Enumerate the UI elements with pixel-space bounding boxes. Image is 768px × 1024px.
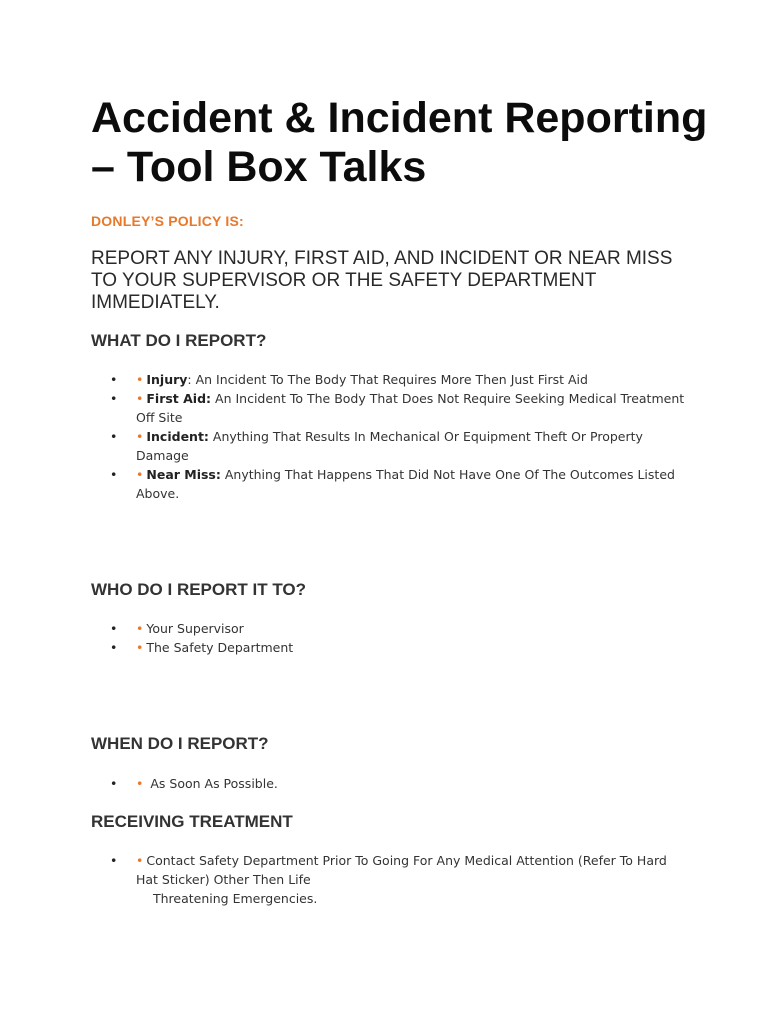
orange-bullet-icon: • xyxy=(136,429,144,444)
item-term: Injury xyxy=(146,372,188,387)
when-heading: WHEN DO I REPORT? xyxy=(91,734,269,753)
item-text: The Safety Department xyxy=(146,640,294,655)
list-item xyxy=(110,638,690,657)
treatment-list xyxy=(110,851,690,908)
item-text: Anything That Happens That Did Not Have One Of The Outcomes Listed Above. xyxy=(136,467,675,501)
item-text: Anything That Results In Mechanical Or Equipment Theft Or Property Damage xyxy=(136,429,643,463)
orange-bullet-icon: • xyxy=(136,640,144,655)
list-item xyxy=(110,851,690,908)
who-heading: WHO DO I REPORT IT TO? xyxy=(91,580,307,599)
list-item xyxy=(110,427,690,465)
list-item xyxy=(110,389,690,427)
orange-bullet-icon: • xyxy=(136,853,144,868)
bullet-icon: • xyxy=(110,621,118,636)
bullet-icon: • xyxy=(110,776,118,791)
page-title: Accident & Incident Reporting – Tool Box Talks xyxy=(91,94,708,191)
item-text: An Incident To The Body That Does Not Require Seeking Medical Treatment Off Site xyxy=(136,391,685,425)
list-item xyxy=(110,619,690,638)
item-term: First Aid: xyxy=(146,391,212,406)
who-list xyxy=(110,619,690,657)
what-list xyxy=(110,370,690,503)
bullet-icon: • xyxy=(110,391,118,406)
treatment-heading: RECEIVING TREATMENT xyxy=(91,812,293,831)
policy-statement: REPORT ANY INJURY, FIRST AID, AND INCIDENT OR NEAR MISS TO YOUR SUPERVISOR OR THE SAFETY DEPARTMENT IMMEDIATELY. xyxy=(91,248,673,313)
when-list xyxy=(110,774,690,793)
item-term: Incident: xyxy=(146,429,209,444)
orange-bullet-icon: • xyxy=(136,391,144,406)
what-heading: WHAT DO I REPORT? xyxy=(91,331,267,350)
item-continuation: Threatening Emergencies. xyxy=(153,891,318,906)
list-item xyxy=(110,465,690,503)
bullet-icon: • xyxy=(110,372,118,387)
policy-label: DONLEY’S POLICY IS: xyxy=(91,213,244,229)
item-separator: : xyxy=(187,372,196,387)
orange-bullet-icon: • xyxy=(136,776,144,791)
item-text: As Soon As Possible. xyxy=(150,776,278,791)
item-text: An Incident To The Body That Requires More Then Just First Aid xyxy=(195,372,588,387)
list-item xyxy=(110,774,690,793)
bullet-icon: • xyxy=(110,467,118,482)
bullet-icon: • xyxy=(110,640,118,655)
orange-bullet-icon: • xyxy=(136,372,144,387)
item-text: Your Supervisor xyxy=(146,621,244,636)
item-term: Near Miss: xyxy=(146,467,221,482)
bullet-icon: • xyxy=(110,853,118,868)
list-item xyxy=(110,370,690,389)
bullet-icon: • xyxy=(110,429,118,444)
item-text: Contact Safety Department Prior To Going For Any Medical Attention (Refer To Hard Hat Sticker) Other Then Life xyxy=(136,853,667,887)
orange-bullet-icon: • xyxy=(136,467,144,482)
orange-bullet-icon: • xyxy=(136,621,144,636)
